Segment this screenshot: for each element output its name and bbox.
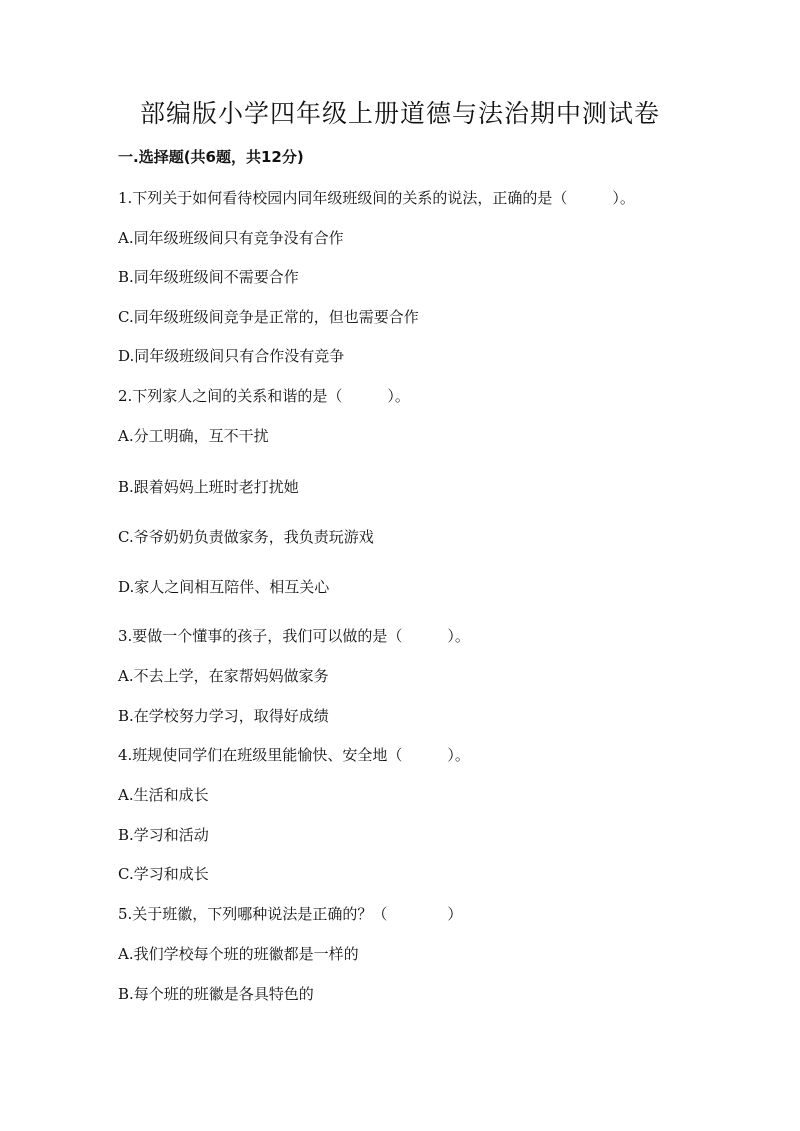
option-item: A.同年级班级间只有竞争没有合作 <box>118 229 344 247</box>
page-title: 部编版小学四年级上册道德与法治期中测试卷 <box>139 99 660 128</box>
option-item: C.爷爷奶奶负责做家务，我负责玩游戏 <box>118 528 374 546</box>
option-item: C.学习和成长 <box>118 865 209 883</box>
question-stem: 5.关于班徽，下列哪种说法是正确的？（ ） <box>118 905 463 923</box>
option-item: A.我们学校每个班的班徽都是一样的 <box>118 945 359 963</box>
question-stem: 3.要做一个懂事的孩子，我们可以做的是（ ）。 <box>118 627 470 645</box>
option-item: A.分工明确，互不干扰 <box>118 427 269 445</box>
option-item: A.生活和成长 <box>118 786 209 804</box>
option-item: A.不去上学，在家帮妈妈做家务 <box>118 667 329 685</box>
option-item: D.同年级班级间只有合作没有竞争 <box>118 347 345 365</box>
option-item: B.每个班的班徽是各具特色的 <box>118 985 314 1003</box>
option-item: B.在学校努力学习，取得好成绩 <box>118 707 329 725</box>
question-stem: 2.下列家人之间的关系和谐的是（ ）。 <box>118 387 410 405</box>
question-stem: 1.下列关于如何看待校园内同年级班级间的关系的说法，正确的是（ ）。 <box>118 189 635 207</box>
section-heading: 一.选择题(共6题，共12分) <box>118 148 304 166</box>
option-item: B.学习和活动 <box>118 826 209 844</box>
option-item: D.家人之间相互陪伴、相互关心 <box>118 578 330 596</box>
question-stem: 4.班规使同学们在班级里能愉快、安全地（ ）。 <box>118 746 470 764</box>
option-item: B.同年级班级间不需要合作 <box>118 268 299 286</box>
option-item: B.跟着妈妈上班时老打扰她 <box>118 478 299 496</box>
option-item: C.同年级班级间竞争是正常的，但也需要合作 <box>118 308 419 326</box>
